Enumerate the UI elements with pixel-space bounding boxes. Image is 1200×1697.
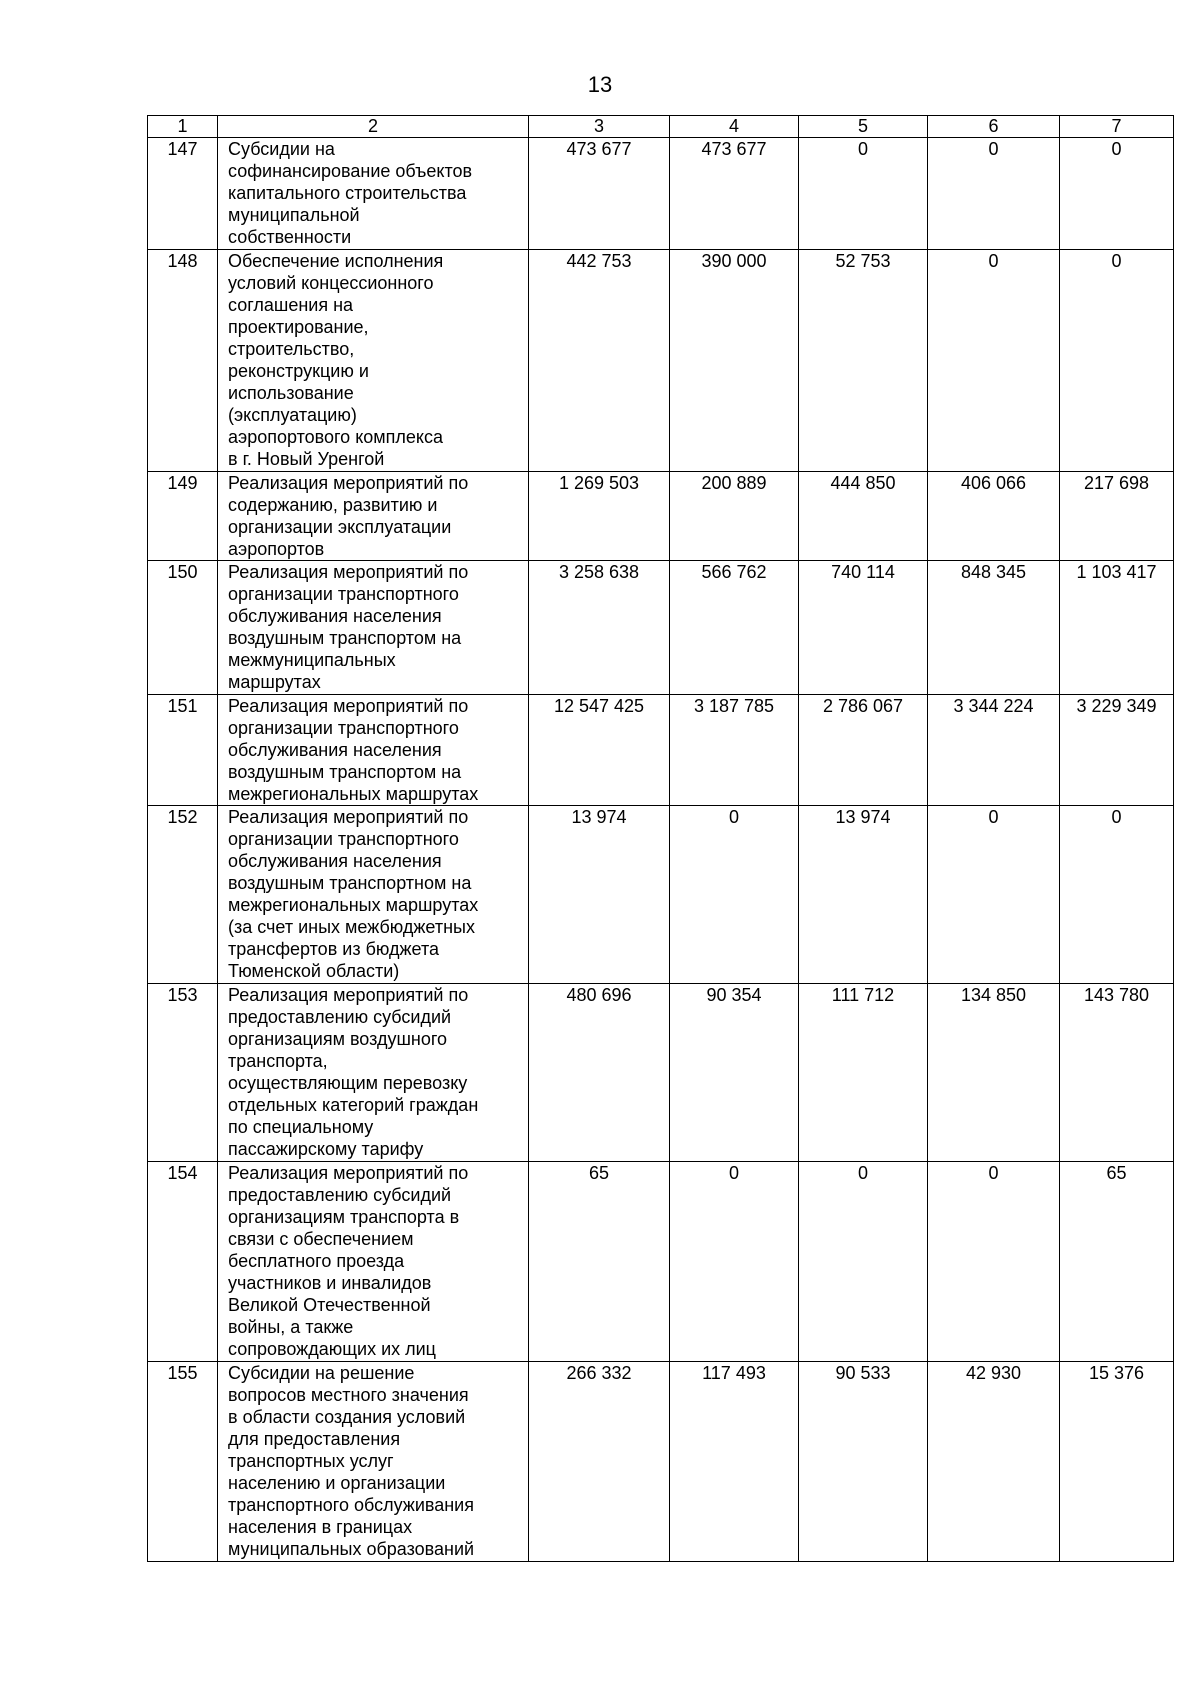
column-header-5: 5 [799,116,928,138]
row-value-c5: 13 974 [799,806,928,984]
table-row [148,472,1174,561]
row-name: Реализация мероприятий по организации транспортного обслуживания населения воздушным транспортом на межрегиональных маршрутах [218,695,529,806]
row-value-c5: 52 753 [799,250,928,472]
row-value-c4: 390 000 [670,250,799,472]
table-row [148,561,1174,695]
row-name: Реализация мероприятий по предоставлению субсидий организациям воздушного транспорта, осуществляющим перевозку отдельных категорий граждан по специальному пассажирскому тарифу [218,984,529,1162]
row-value-c5: 2 786 067 [799,695,928,806]
row-value-c7: 0 [1060,806,1174,984]
table-row [148,806,1174,984]
table-row [148,984,1174,1162]
row-value-c4: 473 677 [670,138,799,250]
column-header-3: 3 [529,116,670,138]
row-value-c7: 65 [1060,1162,1174,1362]
row-number: 151 [148,695,218,806]
row-value-c3: 1 269 503 [529,472,670,561]
row-name: Реализация мероприятий по содержанию, развитию и организации эксплуатации аэропортов [218,472,529,561]
row-number: 147 [148,138,218,250]
row-value-c6: 848 345 [928,561,1060,695]
row-value-c3: 442 753 [529,250,670,472]
row-number: 148 [148,250,218,472]
row-name: Реализация мероприятий по организации транспортного обслуживания населения воздушным транспортном на межрегиональных маршрутах (за счет иных межбюджетных трансфертов из бюджета Тюменской области) [218,806,529,984]
row-number: 150 [148,561,218,695]
row-value-c7: 1 103 417 [1060,561,1174,695]
row-value-c5: 90 533 [799,1362,928,1562]
row-value-c5: 0 [799,138,928,250]
row-value-c4: 200 889 [670,472,799,561]
row-value-c3: 65 [529,1162,670,1362]
row-value-c7: 15 376 [1060,1362,1174,1562]
table-row [148,695,1174,806]
column-header-6: 6 [928,116,1060,138]
row-name: Реализация мероприятий по предоставлению субсидий организациям транспорта в связи с обеспечением бесплатного проезда участников и инвалидов Великой Отечественной войны, а также сопровождающих их лиц [218,1162,529,1362]
row-value-c5: 111 712 [799,984,928,1162]
row-value-c5: 444 850 [799,472,928,561]
row-name: Субсидии на решение вопросов местного значения в области создания условий для предоставления транспортных услуг населению и организации транспортного обслуживания населения в границах муниципальных образований [218,1362,529,1562]
row-value-c3: 480 696 [529,984,670,1162]
page-number: 13 [587,72,613,97]
table-body [148,116,1174,1562]
budget-table [147,115,1174,1562]
row-number: 153 [148,984,218,1162]
row-value-c7: 217 698 [1060,472,1174,561]
column-header-4: 4 [670,116,799,138]
row-value-c4: 0 [670,806,799,984]
row-number: 149 [148,472,218,561]
row-value-c6: 42 930 [928,1362,1060,1562]
row-value-c3: 3 258 638 [529,561,670,695]
row-value-c4: 566 762 [670,561,799,695]
row-value-c4: 90 354 [670,984,799,1162]
row-value-c7: 0 [1060,250,1174,472]
row-value-c6: 0 [928,250,1060,472]
row-name: Обеспечение исполнения условий концессионного соглашения на проектирование, строительство, реконструкцию и использование (эксплуатацию) аэропортового комплекса в г. Новый Уренгой [218,250,529,472]
row-value-c3: 12 547 425 [529,695,670,806]
row-number: 155 [148,1362,218,1562]
row-value-c7: 0 [1060,138,1174,250]
row-value-c6: 0 [928,138,1060,250]
row-value-c3: 266 332 [529,1362,670,1562]
row-value-c5: 740 114 [799,561,928,695]
row-value-c3: 473 677 [529,138,670,250]
column-header-1: 1 [148,116,218,138]
row-name: Субсидии на софинансирование объектов капитального строительства муниципальной собственности [218,138,529,250]
column-header-2: 2 [218,116,529,138]
row-number: 154 [148,1162,218,1362]
row-value-c6: 0 [928,806,1060,984]
row-value-c5: 0 [799,1162,928,1362]
header-row [148,116,1174,138]
row-value-c4: 3 187 785 [670,695,799,806]
table-row [148,1162,1174,1362]
row-value-c4: 117 493 [670,1362,799,1562]
row-value-c6: 406 066 [928,472,1060,561]
table-row [148,138,1174,250]
row-value-c6: 3 344 224 [928,695,1060,806]
table-row [148,1362,1174,1562]
table-row [148,250,1174,472]
row-value-c3: 13 974 [529,806,670,984]
row-name: Реализация мероприятий по организации транспортного обслуживания населения воздушным транспортом на межмуниципальных маршрутах [218,561,529,695]
row-value-c7: 143 780 [1060,984,1174,1162]
row-value-c7: 3 229 349 [1060,695,1174,806]
row-number: 152 [148,806,218,984]
row-value-c6: 0 [928,1162,1060,1362]
row-value-c4: 0 [670,1162,799,1362]
column-header-7: 7 [1060,116,1174,138]
row-value-c6: 134 850 [928,984,1060,1162]
